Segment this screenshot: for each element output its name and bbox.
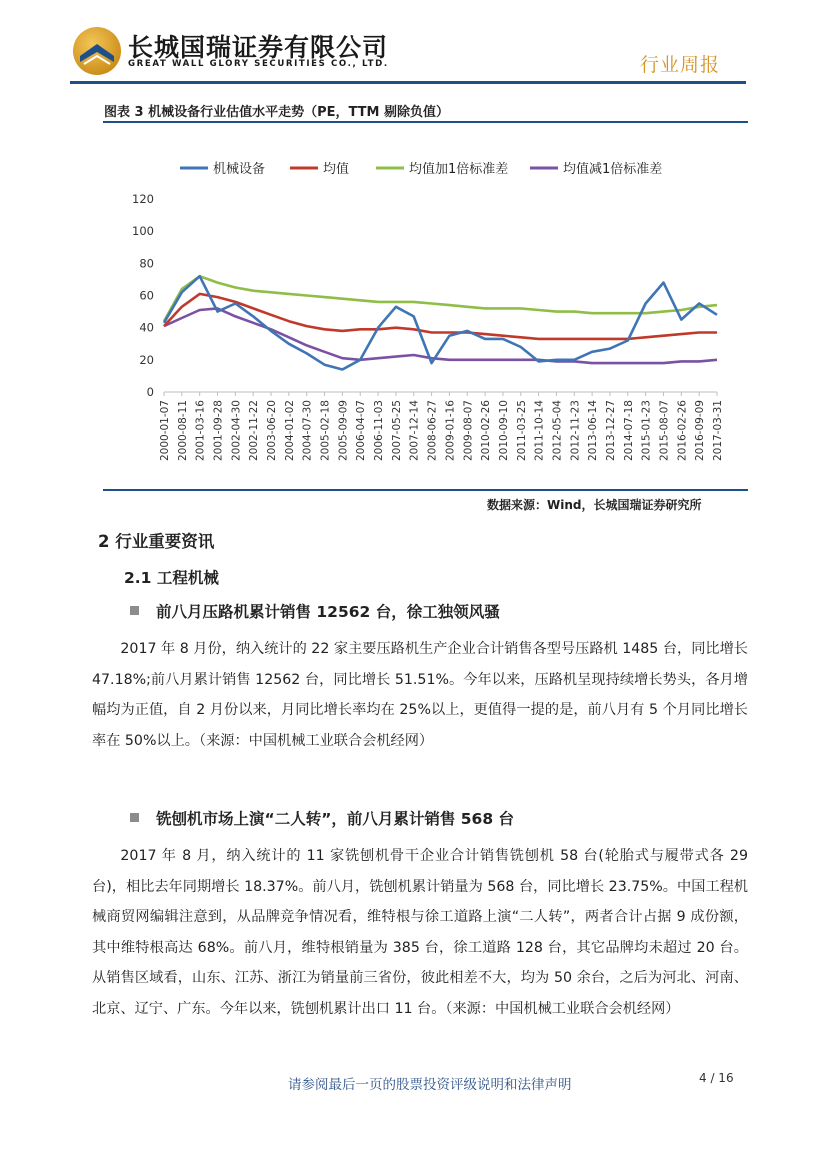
x-tick-label: 2003-06-20 [266,400,279,462]
x-tick-label: 2015-01-23 [640,400,653,462]
x-tick-label: 2004-07-30 [301,400,314,462]
x-tick-label: 2002-04-30 [230,400,243,462]
x-tick-label: 2008-06-27 [426,400,439,462]
x-tick-label: 2016-02-26 [676,400,689,462]
x-tick-label: 2011-03-25 [515,400,528,462]
legend-label: 机械设备 [213,162,266,177]
square-bullet-icon [130,813,139,822]
company-logo-icon [72,26,122,76]
pe-valuation-chart [100,150,750,490]
subsection-title: 2.1 工程机械 [124,569,219,587]
x-tick-label: 2006-11-03 [373,400,386,462]
header-divider [70,81,746,84]
series-line-1 [164,294,717,339]
chart-title-divider [103,121,748,123]
x-tick-label: 2012-05-04 [551,400,564,462]
company-name-cn: 长城国瑞证券有限公司 [128,33,389,62]
x-tick-label: 2009-08-07 [462,400,475,462]
news-title: 前八月压路机累计销售 12562 台，徐工独领风骚 [156,603,500,621]
x-tick-label: 2001-03-16 [194,400,207,462]
x-tick-label: 2013-12-27 [604,400,617,462]
company-name-en: GREAT WALL GLORY SECURITIES CO., LTD. [128,59,389,69]
y-tick-label: 60 [139,288,154,303]
section-title: 2 行业重要资讯 [98,532,215,551]
chart-legend [180,161,662,177]
x-tick-label: 2002-11-22 [248,400,261,462]
x-tick-label: 2010-02-26 [480,400,493,462]
x-tick-label: 2005-02-18 [319,400,332,462]
x-tick-label: 2014-07-18 [622,400,635,462]
news-paragraph: 2017 年 8 月份，纳入统计的 22 家主要压路机生产企业合计销售各型号压路机 1485 台，同比增长 47.18%;前八月累计销售 12562 台，同比增长 51.51%。今年以来，压路机呈现持续增长势头，各月增幅均为正值，自 2 月份以来，月同比增长率均在 25%以上，更值得一提的是，前八月有 5 个月同比增长率在 50%以上。（来源：中国机械工业联合会机经网） [92,641,748,749]
x-tick-label: 2004-01-02 [283,400,296,462]
x-tick-label: 2000-01-07 [159,400,171,462]
y-tick-label: 80 [139,256,154,271]
x-tick-label: 2012-11-23 [569,399,582,462]
page-number: 4 / 16 [699,1071,734,1085]
series-lines [164,276,717,369]
y-tick-label: 40 [139,320,154,335]
y-tick-label: 120 [132,192,154,206]
legend-label: 均值加1倍标准差 [409,162,509,177]
x-tick-label: 2006-04-07 [355,400,368,462]
x-tick-label: 2001-09-28 [212,400,225,462]
series-line-3 [164,308,717,363]
x-tick-label: 2005-09-09 [337,400,350,462]
series-line-2 [164,276,717,321]
x-tick-label: 2011-10-14 [533,400,546,462]
x-tick-label: 2015-08-07 [658,400,671,462]
footer-disclaimer-note: 请参阅最后一页的股票投资评级说明和法律声明 [288,1077,572,1093]
square-bullet-icon [130,606,139,615]
x-tick-label: 2016-09-09 [694,400,707,462]
y-tick-label: 100 [132,224,154,239]
y-tick-label: 0 [146,385,154,399]
x-tick-label: 2007-12-14 [408,400,421,462]
chart-source: 数据来源：Wind，长城国瑞证券研究所 [487,498,702,512]
x-tick-label: 2009-01-16 [444,400,457,462]
x-tick-label: 2013-06-14 [587,400,600,462]
news-title: 铣刨机市场上演“二人转”，前八月累计销售 568 台 [156,810,515,828]
x-tick-label: 2007-05-25 [390,400,403,462]
report-type-label: 行业周报 [640,54,721,76]
legend-label: 均值 [323,162,350,177]
x-tick-label: 2000-08-11 [176,400,189,462]
chart-bottom-divider [103,489,748,491]
chart-title: 图表 3 机械设备行业估值水平走势（PE，TTM 剔除负值） [104,105,450,120]
y-axis [132,192,154,399]
legend-label: 均值减1倍标准差 [563,162,663,177]
x-axis [159,392,724,461]
news-paragraph: 2017 年 8 月，纳入统计的 11 家铣刨机骨干企业合计销售铣刨机 58 台(轮胎式与履带式各 29 台)，相比去年同期增长 18.37%。前八月，铣刨机累计销量为 568 台，同比增长 23.75%。中国工程机械商贸网编辑注意到，从品牌竞争情况看，维特根与徐工道路上演“二人转”，两者合计占据 9 成份额，其中维特根高达 68%。前八月，维特根销量为 385 台，徐工道路 128 台，其它品牌均未超过 20 台。从销售区域看，山东、江苏、浙江为销量前三省份，彼此相差不大，均为 50 余台，之后为河北、河南、北京、辽宁、广东。今年以来，铣刨机累计出口 11 台。（来源：中国机械工业联合会机经网） [92,848,748,1017]
x-tick-label: 2010-09-10 [497,400,510,462]
x-tick-label: 2017-03-31 [712,400,724,462]
y-tick-label: 20 [139,352,154,367]
